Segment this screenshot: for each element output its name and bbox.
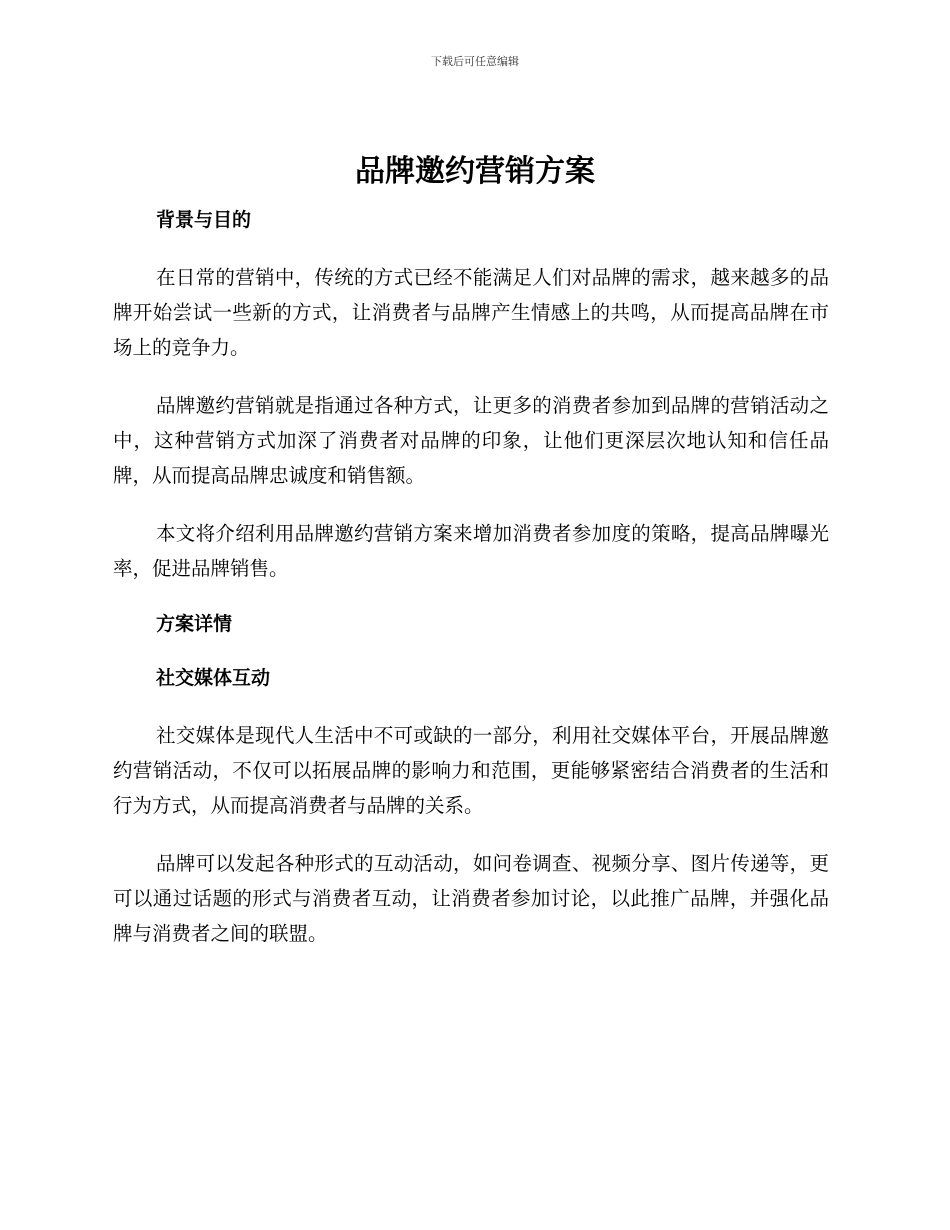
paragraph: 品牌可以发起各种形式的互动活动，如问卷调查、视频分享、图片传递等，更可以通过话题的形式与消费者互动，让消费者参加讨论，以此推广品牌，并强化品牌与消费者之间的联盟。 [113, 852, 829, 945]
page-header: 下载后可任意编辑 [431, 55, 519, 68]
paragraph: 品牌邀约营销就是指通过各种方式，让更多的消费者参加到品牌的营销活动之中，这种营销方式加深了消费者对品牌的印象，让他们更深层次地认知和信任品牌，从而提高品牌忠诚度和销售额。 [113, 394, 829, 487]
paragraph: 社交媒体是现代人生活中不可或缺的一部分，利用社交媒体平台，开展品牌邀约营销活动，不仅可以拓展品牌的影响力和范围，更能够紧密结合消费者的生活和行为方式，从而提高消费者与品牌的关系。 [113, 724, 829, 817]
section-heading-background: 背景与目的 [156, 209, 252, 231]
section-heading-social-media: 社交媒体互动 [156, 667, 271, 689]
section-heading-plan-details: 方案详情 [156, 613, 233, 635]
paragraph: 在日常的营销中，传统的方式已经不能满足人们对品牌的需求，越来越多的品牌开始尝试一些新的方式，让消费者与品牌产生情感上的共鸣，从而提高品牌在市场上的竞争力。 [113, 266, 829, 359]
document-title: 品牌邀约营销方案 [355, 154, 595, 189]
paragraph: 本文将介绍利用品牌邀约营销方案来增加消费者参加度的策略，提高品牌曝光率，促进品牌销售。 [113, 522, 829, 580]
document-body [113, 204, 829, 951]
